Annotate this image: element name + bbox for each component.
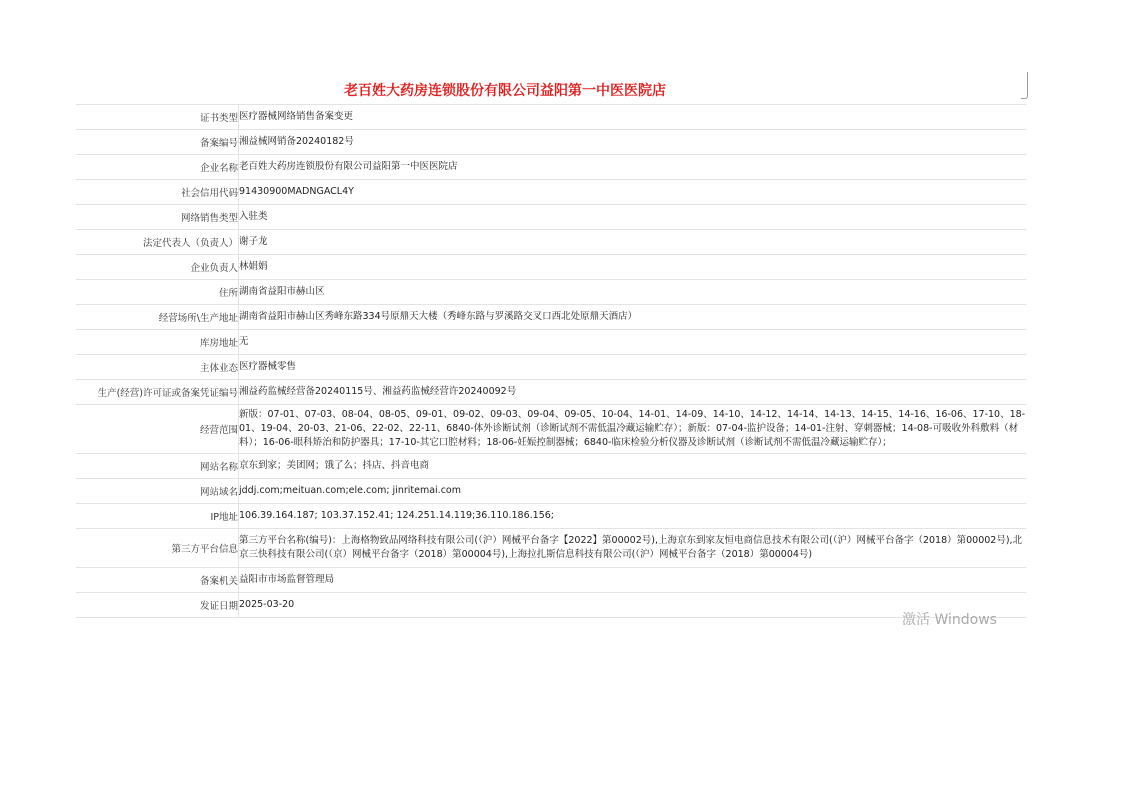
row-label: 生产(经营)许可证或备案凭证编号 bbox=[76, 380, 239, 405]
row-value: 入驻类 bbox=[239, 205, 1027, 230]
table-row bbox=[76, 130, 1026, 155]
windows-activation-watermark: 激活 Windows bbox=[902, 612, 997, 628]
table-row bbox=[76, 405, 1026, 454]
table-row bbox=[76, 230, 1026, 255]
row-value: 医疗器械零售 bbox=[239, 355, 1027, 380]
row-label: 法定代表人（负责人） bbox=[76, 230, 239, 255]
row-value: 湘益械网销备20240182号 bbox=[239, 130, 1027, 155]
row-label: IP地址 bbox=[76, 504, 239, 529]
table-row bbox=[76, 105, 1026, 130]
table-row bbox=[76, 205, 1026, 230]
table-row bbox=[76, 380, 1026, 405]
row-value: 湘益药监械经营备20240115号、湘益药监械经营许20240092号 bbox=[239, 380, 1027, 405]
row-value: 谢子龙 bbox=[239, 230, 1027, 255]
row-value: jddj.com;meituan.com;ele.com; jinritemai.com bbox=[239, 479, 1027, 504]
row-value: 湖南省益阳市赫山区秀峰东路334号原鼎天大楼（秀峰东路与罗溪路交叉口西北处原鼎天酒店） bbox=[239, 305, 1027, 330]
row-label: 经营范围 bbox=[76, 405, 239, 454]
certificate-info-table bbox=[76, 104, 1026, 618]
row-value: 无 bbox=[239, 330, 1027, 355]
row-value: 医疗器械网络销售备案变更 bbox=[239, 105, 1027, 130]
row-value: 第三方平台名称(编号)：上海格物致品网络科技有限公司(（沪）网械平台备字【2022】第00002号),上海京东到家友恒电商信息技术有限公司(（沪）网械平台备字（2018）第00002号),北京三快科技有限公司(（京）网械平台备字（2018）第00004号),上海拉扎斯信息科技有限公司(（沪）网械平台备字（2018）第00004号) bbox=[239, 529, 1027, 568]
table-row bbox=[76, 593, 1026, 618]
row-label: 第三方平台信息 bbox=[76, 529, 239, 568]
row-value: 106.39.164.187; 103.37.152.41; 124.251.14.119;36.110.186.156; bbox=[239, 504, 1027, 529]
row-label: 主体业态 bbox=[76, 355, 239, 380]
row-label: 住所 bbox=[76, 280, 239, 305]
row-label: 经营场所\生产地址 bbox=[76, 305, 239, 330]
table-row bbox=[76, 568, 1026, 593]
table-row bbox=[76, 330, 1026, 355]
row-value: 京东到家；美团网；饿了么；抖店、抖音电商 bbox=[239, 454, 1027, 479]
table-row bbox=[76, 355, 1026, 380]
table-row bbox=[76, 529, 1026, 568]
table-row bbox=[76, 454, 1026, 479]
table-row bbox=[76, 280, 1026, 305]
row-label: 网站域名 bbox=[76, 479, 239, 504]
row-value: 91430900MADNGACL4Y bbox=[239, 180, 1027, 205]
row-label: 备案机关 bbox=[76, 568, 239, 593]
row-value: 2025-03-20 bbox=[239, 593, 1027, 618]
row-label: 网站名称 bbox=[76, 454, 239, 479]
row-label: 企业负责人 bbox=[76, 255, 239, 280]
row-label: 企业名称 bbox=[76, 155, 239, 180]
table-row bbox=[76, 479, 1026, 504]
row-label: 发证日期 bbox=[76, 593, 239, 618]
row-value: 湖南省益阳市赫山区 bbox=[239, 280, 1027, 305]
table-row bbox=[76, 305, 1026, 330]
row-value: 老百姓大药房连锁股份有限公司益阳第一中医医院店 bbox=[239, 155, 1027, 180]
row-value: 林娟娟 bbox=[239, 255, 1027, 280]
row-label: 社会信用代码 bbox=[76, 180, 239, 205]
page-title: 老百姓大药房连锁股份有限公司益阳第一中医医院店 bbox=[344, 83, 666, 99]
table-row bbox=[76, 155, 1026, 180]
row-label: 网络销售类型 bbox=[76, 205, 239, 230]
row-value: 益阳市市场监督管理局 bbox=[239, 568, 1027, 593]
row-label: 证书类型 bbox=[76, 105, 239, 130]
row-value: 新版：07-01、07-03、08-04、08-05、09-01、09-02、09-03、09-04、09-05、10-04、14-01、14-09、14-10、14-12、14-14、14-13、14-15、14-16、16-06、17-10、18-01、19-04、20-03、21-06、22-02、22-11、6840-体外诊断试剂（诊断试剂不需低温冷藏运输贮存）；新版：07-04-监护设备；14-01-注射、穿刺器械；14-08-可吸收外科敷料（材料）；16-06-眼科矫治和防护器具；17-10-其它口腔材料；18-06-妊娠控制器械；6840-临床检验分析仪器及诊断试剂（诊断试剂不需低温冷藏运输贮存）； bbox=[239, 405, 1027, 454]
row-label: 库房地址 bbox=[76, 330, 239, 355]
table-row bbox=[76, 180, 1026, 205]
scrollbar-edge bbox=[1021, 72, 1028, 99]
table-row bbox=[76, 504, 1026, 529]
table-row bbox=[76, 255, 1026, 280]
row-label: 备案编号 bbox=[76, 130, 239, 155]
